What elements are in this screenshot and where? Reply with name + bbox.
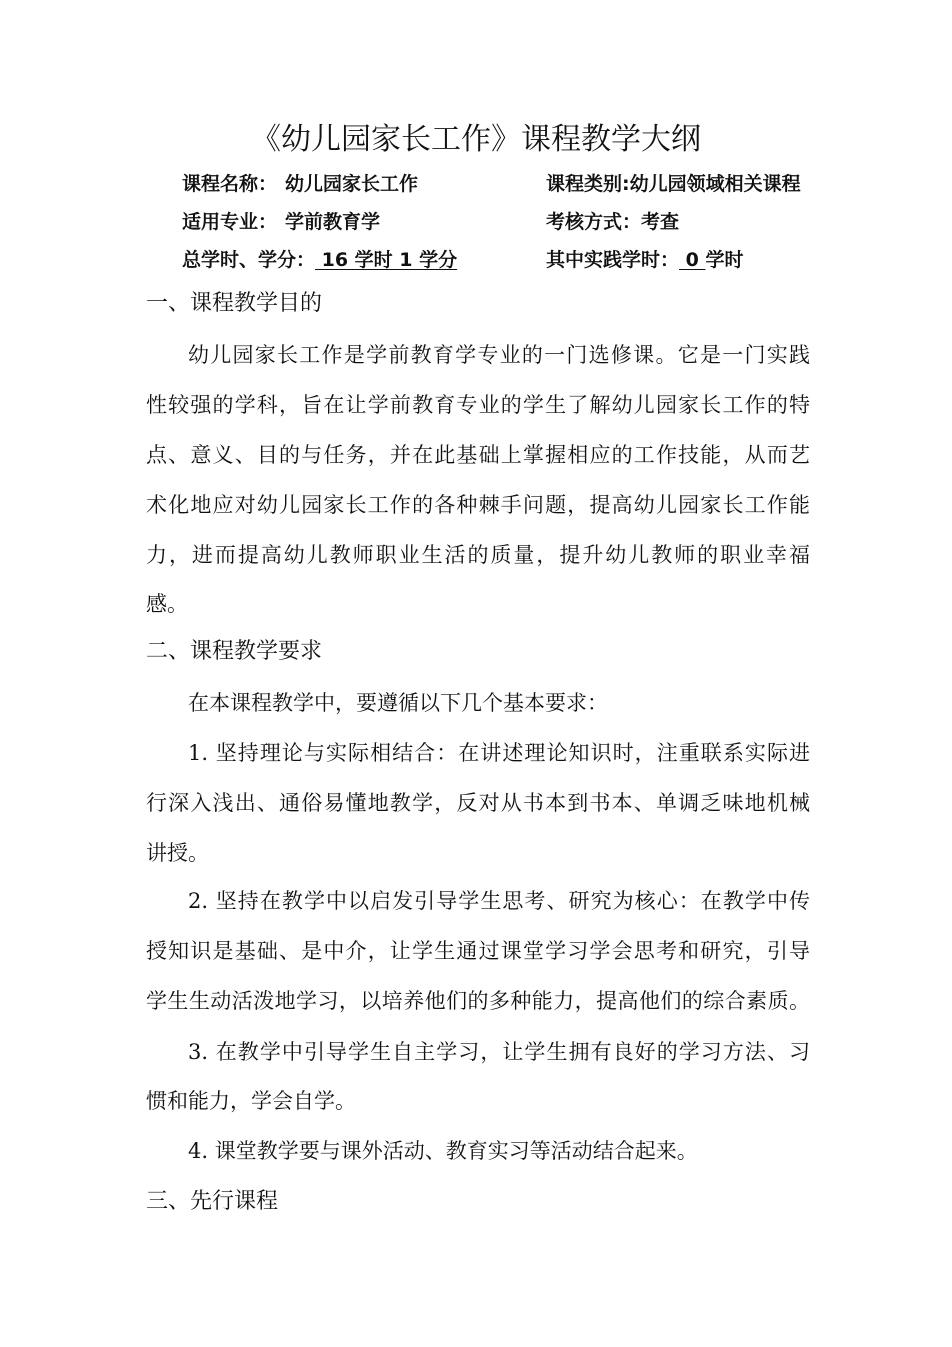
practice-hours-row xyxy=(546,246,743,274)
major-label: 适用专业： xyxy=(182,211,278,233)
list-item-line: 2. 坚持在教学中以启发引导学生思考、研究为核心：在教学中传 xyxy=(188,889,810,913)
list-item-line: 学生生动活泼地学习，以培养他们的多种能力，提高他们的综合素质。 xyxy=(146,989,810,1013)
practice-hours-label: 其中实践学时： xyxy=(546,249,680,271)
course-name-row xyxy=(182,170,418,198)
list-item-line: 3. 在教学中引导学生自主学习，让学生拥有良好的学习方法、习 xyxy=(188,1040,810,1064)
hours-row xyxy=(182,246,457,274)
paragraph-line: 性较强的学科，旨在让学前教育专业的学生了解幼儿园家长工作的特 xyxy=(146,393,810,417)
paragraph-line: 在本课程教学中，要遵循以下几个基本要求： xyxy=(188,691,608,715)
paragraph-line: 力，进而提高幼儿教师职业生活的质量，提升幼儿教师的职业幸福 xyxy=(146,543,810,567)
course-type-label: 课程类别: xyxy=(546,173,630,195)
assessment-row xyxy=(546,208,679,236)
course-type-row xyxy=(546,170,801,198)
list-item-line: 授知识是基础、是中介，让学生通过课堂学习学会思考和研究，引导 xyxy=(146,939,810,963)
paragraph-line: 点、意义、目的与任务，并在此基础上掌握相应的工作技能，从而艺 xyxy=(146,443,810,467)
hours-label: 总学时、学分： xyxy=(182,249,316,271)
section-heading-purpose: 一、课程教学目的 xyxy=(146,291,323,316)
hours-value: 16 学时 1 学分 xyxy=(315,249,458,271)
practice-hours-value: 0 xyxy=(679,249,706,271)
document-title: 《幼儿园家长工作》课程教学大纲 xyxy=(251,122,701,157)
assessment-label: 考核方式： xyxy=(546,211,642,233)
section-heading-requirements: 二、课程教学要求 xyxy=(146,639,323,664)
list-item-line: 行深入浅出、通俗易懂地教学，反对从书本到书本、单调乏味地机械 xyxy=(146,791,810,815)
major-row xyxy=(182,208,380,236)
course-name-value: 幼儿园家长工作 xyxy=(285,173,419,195)
course-name-label: 课程名称： xyxy=(182,173,278,195)
list-item-line: 惯和能力，学会自学。 xyxy=(146,1089,356,1113)
major-value: 学前教育学 xyxy=(285,211,381,233)
assessment-value: 考查 xyxy=(641,211,680,233)
paragraph-line: 感。 xyxy=(146,592,188,616)
list-item-line: 4. 课堂教学要与课外活动、教育实习等活动结合起来。 xyxy=(188,1139,698,1163)
paragraph-line: 术化地应对幼儿园家长工作的各种棘手问题，提高幼儿园家长工作能 xyxy=(146,493,810,517)
course-type-value: 幼儿园领域相关课程 xyxy=(629,173,801,195)
section-heading-prerequisites: 三、先行课程 xyxy=(146,1189,279,1214)
paragraph-line: 幼儿园家长工作是学前教育学专业的一门选修课。它是一门实践 xyxy=(188,343,810,367)
list-item-line: 1. 坚持理论与实际相结合：在讲述理论知识时，注重联系实际进 xyxy=(188,741,810,765)
practice-hours-unit: 学时 xyxy=(705,249,744,271)
list-item-line: 讲授。 xyxy=(146,841,209,865)
